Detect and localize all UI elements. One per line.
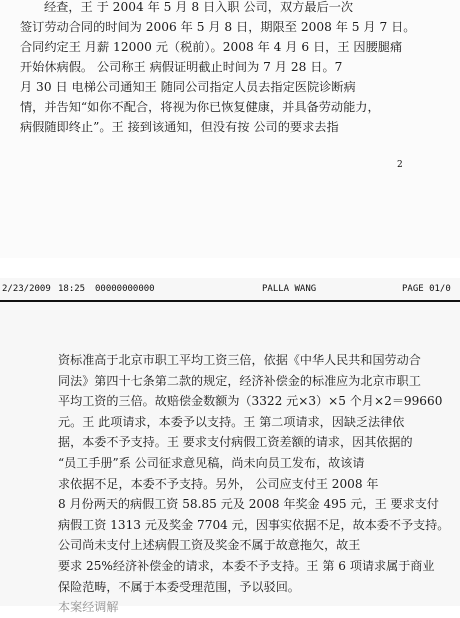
fax-date: 2/23/2009 bbox=[2, 284, 51, 294]
text-line: 开始休病假。 公司称王 病假证明截止时间为 7 月 28 日。7 bbox=[20, 60, 343, 74]
fax-number: 00000000000 bbox=[95, 284, 155, 294]
document-page-upper bbox=[0, 0, 460, 258]
document-page-lower bbox=[0, 278, 460, 615]
fax-header bbox=[0, 278, 460, 302]
text-line: 平均工资的三倍。故赔偿金数额为（3322 元×3）×5 个月×2＝99660 bbox=[58, 394, 443, 409]
text-line: “员工手册”系 公司征求意见稿，尚未向员工发布，故该请 bbox=[58, 455, 365, 470]
text-line: 资标准高于北京市职工平均工资三倍，依据《中华人民共和国劳动合 bbox=[58, 353, 421, 367]
fax-page-indicator: PAGE 01/0 bbox=[402, 284, 451, 294]
text-line: 月 30 日 电梯公司通知王 随同公司指定人员去指定医院诊断病 bbox=[20, 80, 356, 94]
page-number: 2 bbox=[397, 160, 403, 170]
page-separator bbox=[0, 258, 460, 278]
text-line: 求依据不足，本委不予支持。另外， 公司应支付王 2008 年 bbox=[58, 476, 379, 491]
fax-time: 18:25 bbox=[58, 284, 86, 294]
ruling-paragraph bbox=[58, 350, 458, 618]
text-line: 元。王 此项请求，本委予以支持。王 第二项请求，因缺乏法律依 bbox=[58, 414, 405, 429]
text-line: 要求 25%经济补偿金的请求，本委不予支持。王 第 6 项请求属于商业 bbox=[58, 558, 435, 573]
text-line: 签订劳动合同的时间为 2006 年 5 月 8 日，期限至 2008 年 5 月 7 日。 bbox=[20, 20, 416, 34]
text-line: 情，并告知“如你不配合，将视为你已恢复健康，并具备劳动能力， bbox=[20, 100, 380, 114]
text-line: 保险范畴，不属于本委受理范围，予以驳回。 bbox=[58, 579, 300, 594]
text-line: 同法》第四十七条第二款的规定，经济补偿金的标准应为北京市职工 bbox=[58, 373, 421, 388]
text-line: 8 月份两天的病假工资 58.85 元及 2008 年奖金 495 元，王 要求支付 bbox=[58, 497, 439, 512]
case-facts-paragraph bbox=[20, 0, 440, 137]
text-line: 病假工资 1313 元及奖金 7704 元，因事实依据不足，故本委不予支持。 bbox=[58, 517, 450, 532]
text-line: 合同约定王 月薪 12000 元（税前）。2008 年 4 月 6 日，王 因腰腿痛 bbox=[20, 40, 403, 54]
text-line: 据，本委不予支持。王 要求支付病假工资差额的请求，因其依据的 bbox=[58, 435, 413, 450]
text-line: 公司尚未支付上述病假工资及奖金不属于故意拖欠，故王 bbox=[58, 538, 361, 553]
text-line-cut-off: 本案经调解 bbox=[58, 600, 119, 615]
fax-sender-name: PALLA WANG bbox=[262, 284, 317, 294]
text-line: 经查，王 于 2004 年 5 月 8 日入职 公司，双方最后一次 bbox=[44, 0, 354, 14]
text-line: 病假随即终止”。王 接到该通知，但没有按 公司的要求去指 bbox=[20, 120, 339, 134]
